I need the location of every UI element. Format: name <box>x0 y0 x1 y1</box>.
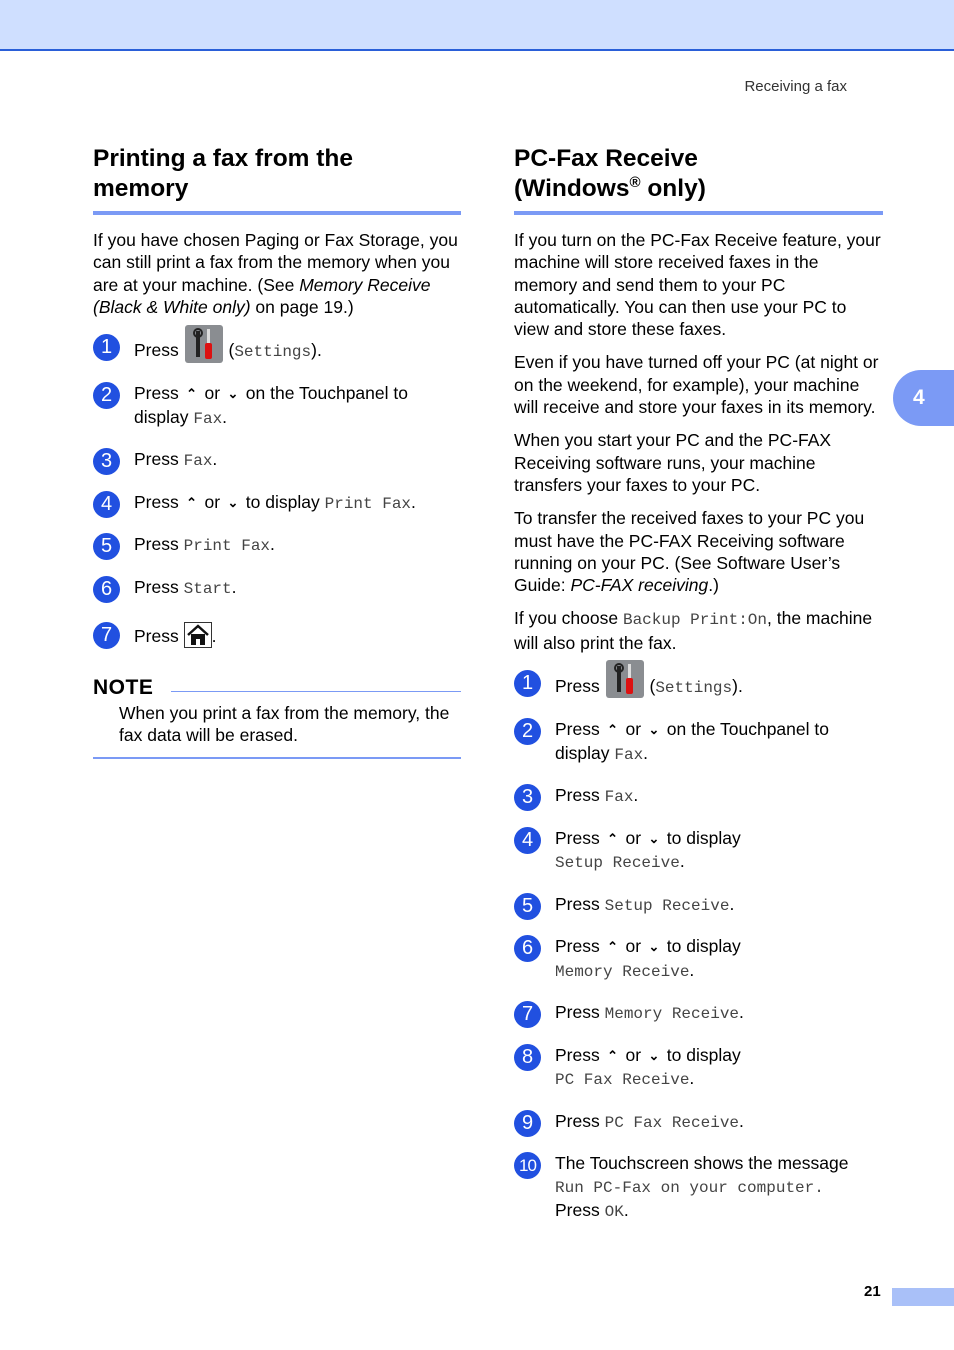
chevron-down-icon: ⌄ <box>648 722 660 738</box>
top-band <box>0 0 954 51</box>
step-number: 6 <box>514 935 541 962</box>
paragraph: When you start your PC and the PC-FAX Receiving software runs, your machine transfers your faxes to your PC. <box>514 430 832 495</box>
step-item: 7 Press Memory Receive. <box>514 1001 883 1026</box>
step-item: 1 Press (Settings). <box>93 332 461 372</box>
step-item: 9 Press PC Fax Receive. <box>514 1110 883 1135</box>
page-number: 21 <box>864 1283 881 1300</box>
chevron-up-icon: ⌃ <box>607 939 619 955</box>
step-number: 8 <box>514 1044 541 1071</box>
step-number: 7 <box>93 622 120 649</box>
step-item: 2 Press ⌃ or ⌄ on the Touchpanel to display Fax. <box>514 718 883 766</box>
step-item: 5 Press Print Fax. <box>93 533 461 558</box>
note-box <box>93 676 461 759</box>
step-item: 3 Press Fax. <box>514 784 883 809</box>
section-heading: PC-Fax Receive (Windows® only) <box>514 144 883 215</box>
note-text: When you print a fax from the memory, the fax data will be erased. <box>93 702 461 759</box>
step-number: 10 <box>514 1152 541 1179</box>
step-number: 2 <box>93 382 120 409</box>
step-item: 7 Press . <box>93 622 461 652</box>
step-number: 2 <box>514 718 541 745</box>
paragraph: If you choose Backup Print:On, the machine will also print the fax. <box>514 608 873 653</box>
step-number: 1 <box>514 670 541 697</box>
step-number: 4 <box>514 827 541 854</box>
step-item: 6 Press ⌃ or ⌄ to display Memory Receive. <box>514 935 883 983</box>
chevron-down-icon: ⌄ <box>648 939 660 955</box>
chevron-down-icon: ⌄ <box>648 1047 660 1063</box>
page-number-bar <box>892 1288 954 1306</box>
chevron-up-icon: ⌃ <box>607 830 619 846</box>
chevron-down-icon: ⌄ <box>227 386 239 402</box>
intro-paragraph: If you have chosen Paging or Fax Storage, you can still print a fax from the memory when you are at your machine. (See Memory Receive (Black & White only) on page 19.) <box>93 230 458 317</box>
step-number: 4 <box>93 491 120 518</box>
chevron-up-icon: ⌃ <box>186 494 198 510</box>
step-number: 3 <box>93 448 120 475</box>
step-number: 5 <box>514 893 541 920</box>
section-heading: Printing a fax from the memory <box>93 144 461 215</box>
right-column <box>514 144 883 1224</box>
step-item: 3 Press Fax. <box>93 448 461 473</box>
chevron-up-icon: ⌃ <box>607 1047 619 1063</box>
step-number: 5 <box>93 533 120 560</box>
step-number: 9 <box>514 1110 541 1137</box>
step-item: 1 Press (Settings). <box>514 668 883 708</box>
chapter-tab[interactable]: 4 <box>893 370 954 426</box>
cross-reference-link[interactable]: Memory Receive (Black & White only) <box>93 274 431 317</box>
chevron-down-icon: ⌄ <box>648 830 660 846</box>
step-number: 6 <box>93 576 120 603</box>
step-number: 7 <box>514 1001 541 1028</box>
step-number: 1 <box>93 334 120 361</box>
step-number: 3 <box>514 784 541 811</box>
step-item: 5 Press Setup Receive. <box>514 893 883 918</box>
chevron-down-icon: ⌄ <box>227 494 239 510</box>
left-column <box>93 144 461 759</box>
cross-reference-link[interactable]: PC-FAX receiving <box>570 575 709 596</box>
paragraph: To transfer the received faxes to your PC you must have the PC-FAX Receiving software running on your PC. (See Software User’s Guide: PC-FAX receiving.) <box>514 508 865 596</box>
paragraph: Even if you have turned off your PC (at night or on the weekend, for example), your machine will receive and store your faxes in its memory. <box>514 352 879 418</box>
tools-icon <box>185 325 223 363</box>
step-item: 10 The Touchscreen shows the message Run PC-Fax on your computer. Press OK. <box>514 1152 883 1224</box>
step-item: 2 Press ⌃ or ⌄ on the Touchpanel to display Fax. <box>93 382 461 430</box>
step-list <box>93 332 461 652</box>
home-icon <box>184 622 212 648</box>
step-item: 6 Press Start. <box>93 576 461 601</box>
paragraph: If you turn on the PC-Fax Receive feature, your machine will store received faxes in the memory and send them to your PC automatically. You can then use your PC to view and store these faxes. <box>514 230 881 340</box>
tools-icon <box>606 660 644 698</box>
chevron-up-icon: ⌃ <box>186 386 198 402</box>
running-header: Receiving a fax <box>744 78 847 95</box>
step-item: 4 Press ⌃ or ⌄ to display Print Fax. <box>93 491 461 516</box>
chevron-up-icon: ⌃ <box>607 722 619 738</box>
note-title: NOTE <box>93 676 154 700</box>
step-item: 8 Press ⌃ or ⌄ to display PC Fax Receive. <box>514 1044 883 1092</box>
step-item: 4 Press ⌃ or ⌄ to display Setup Receive. <box>514 827 883 875</box>
step-list <box>514 668 883 1224</box>
